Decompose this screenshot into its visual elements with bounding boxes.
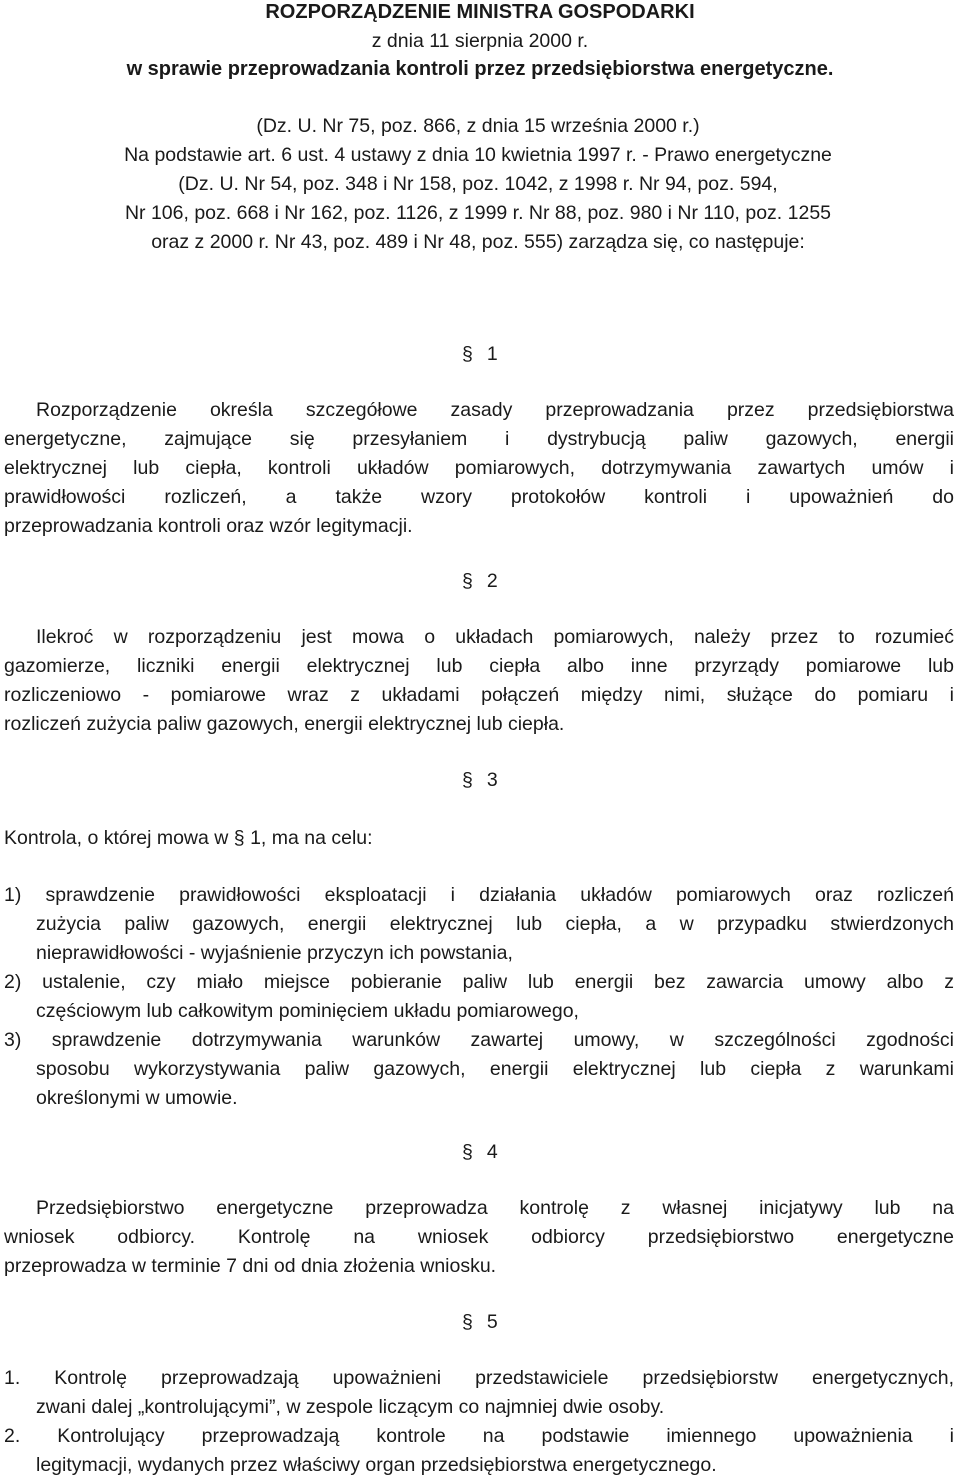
section-number: 5: [486, 1311, 498, 1333]
section-number: 2: [486, 570, 498, 592]
section-symbol: §: [462, 769, 473, 791]
section-intro: [4, 826, 373, 850]
section-heading-4: [462, 1140, 498, 1164]
list-item-continuation: określonymi w umowie.: [36, 1087, 238, 1109]
paragraph-line: Rozporządzenie określa szczegółowe zasady przeprowadzania przez przedsiębiorstwa: [36, 399, 954, 421]
document-subject: w sprawie przeprowadzania kontroli przez przedsiębiorstwa energetyczne.: [126, 58, 834, 80]
preamble-line: (Dz. U. Nr 75, poz. 866, z dnia 15 września 2000 r.): [256, 115, 700, 137]
preamble-line: oraz z 2000 r. Nr 43, poz. 489 i Nr 48, poz. 555) zarządza się, co następuje:: [151, 231, 805, 253]
preamble-line: (Dz. U. Nr 54, poz. 348 i Nr 158, poz. 1042, z 1998 r. Nr 94, poz. 594,: [178, 173, 778, 195]
section-heading-5: [462, 1310, 498, 1334]
list-item: 2) ustalenie, czy miało miejsce pobieranie paliw lub energii bez zawarcia umowy albo z: [4, 971, 954, 993]
list-item-continuation: częściowym lub całkowitym pominięciem układu pomiarowego,: [36, 1000, 579, 1022]
section-number: 4: [486, 1141, 498, 1163]
list-item-continuation: sposobu wykorzystywania paliw gazowych, energii elektrycznej lub ciepła z warunkami: [36, 1058, 954, 1080]
section-symbol: §: [462, 570, 473, 592]
section-heading-3: [462, 768, 498, 792]
paragraph-line: elektrycznej lub ciepła, kontroli układów pomiarowych, dotrzymywania zawartych umów i: [4, 457, 954, 479]
paragraph-line: wniosek odbiorcy. Kontrolę na wniosek odbiorcy przedsiębiorstwo energetyczne: [4, 1226, 954, 1248]
list-item-continuation: zwani dalej „kontrolującymi”, w zespole liczącym co najmniej dwie osoby.: [36, 1396, 665, 1418]
document-date: z dnia 11 sierpnia 2000 r.: [371, 30, 589, 52]
paragraph-line: przeprowadzania kontroli oraz wzór legitymacji.: [4, 515, 413, 537]
section-symbol: §: [462, 1141, 473, 1163]
section-symbol: §: [462, 1311, 473, 1333]
list-item: 1) sprawdzenie prawidłowości eksploatacji i działania układów pomiarowych oraz rozliczeń: [4, 884, 954, 906]
paragraph-line: energetyczne, zajmujące się przesyłaniem i dystrybucją paliw gazowych, energii: [4, 428, 954, 450]
paragraph-line: prawidłowości rozliczeń, a także wzory protokołów kontroli i upoważnień do: [4, 486, 954, 508]
paragraph-line: gazomierze, liczniki energii elektrycznej lub ciepła albo inne przyrządy pomiarowe lub: [4, 655, 954, 677]
section-heading-2: [462, 569, 498, 593]
section-number: 1: [486, 343, 498, 365]
intro-text: 1, ma na celu:: [250, 827, 373, 849]
list-item: 1. Kontrolę przeprowadzają upoważnieni przedstawiciele przedsiębiorstw energetycznych,: [4, 1367, 954, 1389]
list-item: 2. Kontrolujący przeprowadzają kontrole na podstawie imiennego upoważnienia i: [4, 1425, 954, 1447]
list-item-continuation: legitymacji, wydanych przez właściwy organ przedsiębiorstwa energetycznego.: [36, 1454, 717, 1476]
intro-text: Kontrola, o której mowa w: [4, 827, 229, 849]
paragraph-line: przeprowadza w terminie 7 dni od dnia złożenia wniosku.: [4, 1255, 497, 1277]
section-number: 3: [486, 769, 498, 791]
preamble-line: Nr 106, poz. 668 i Nr 162, poz. 1126, z 1999 r. Nr 88, poz. 980 i Nr 110, poz. 1255: [124, 202, 832, 224]
list-item: 3) sprawdzenie dotrzymywania warunków zawartej umowy, w szczególności zgodności: [4, 1029, 954, 1051]
preamble-line: Na podstawie art. 6 ust. 4 ustawy z dnia 10 kwietnia 1997 r. - Prawo energetyczne: [124, 144, 832, 166]
section-symbol: §: [233, 827, 245, 849]
document-title: ROZPORZĄDZENIE MINISTRA GOSPODARKI: [265, 1, 695, 23]
list-item-continuation: nieprawidłowości - wyjaśnienie przyczyn ich powstania,: [36, 942, 513, 964]
paragraph-line: rozliczeń zużycia paliw gazowych, energii elektrycznej lub ciepła.: [4, 713, 565, 735]
section-symbol: §: [462, 343, 473, 365]
section-heading-1: [462, 342, 498, 366]
paragraph-line: Przedsiębiorstwo energetyczne przeprowadza kontrolę z własnej inicjatywy lub na: [36, 1197, 954, 1219]
list-item-continuation: zużycia paliw gazowych, energii elektrycznej lub ciepła, a w przypadku stwierdzonych: [36, 913, 954, 935]
paragraph-line: rozliczeniowo - pomiarowe wraz z układami połączeń między nimi, służące do pomiaru i: [4, 684, 954, 706]
paragraph-line: Ilekroć w rozporządzeniu jest mowa o układach pomiarowych, należy przez to rozumieć: [36, 626, 954, 648]
